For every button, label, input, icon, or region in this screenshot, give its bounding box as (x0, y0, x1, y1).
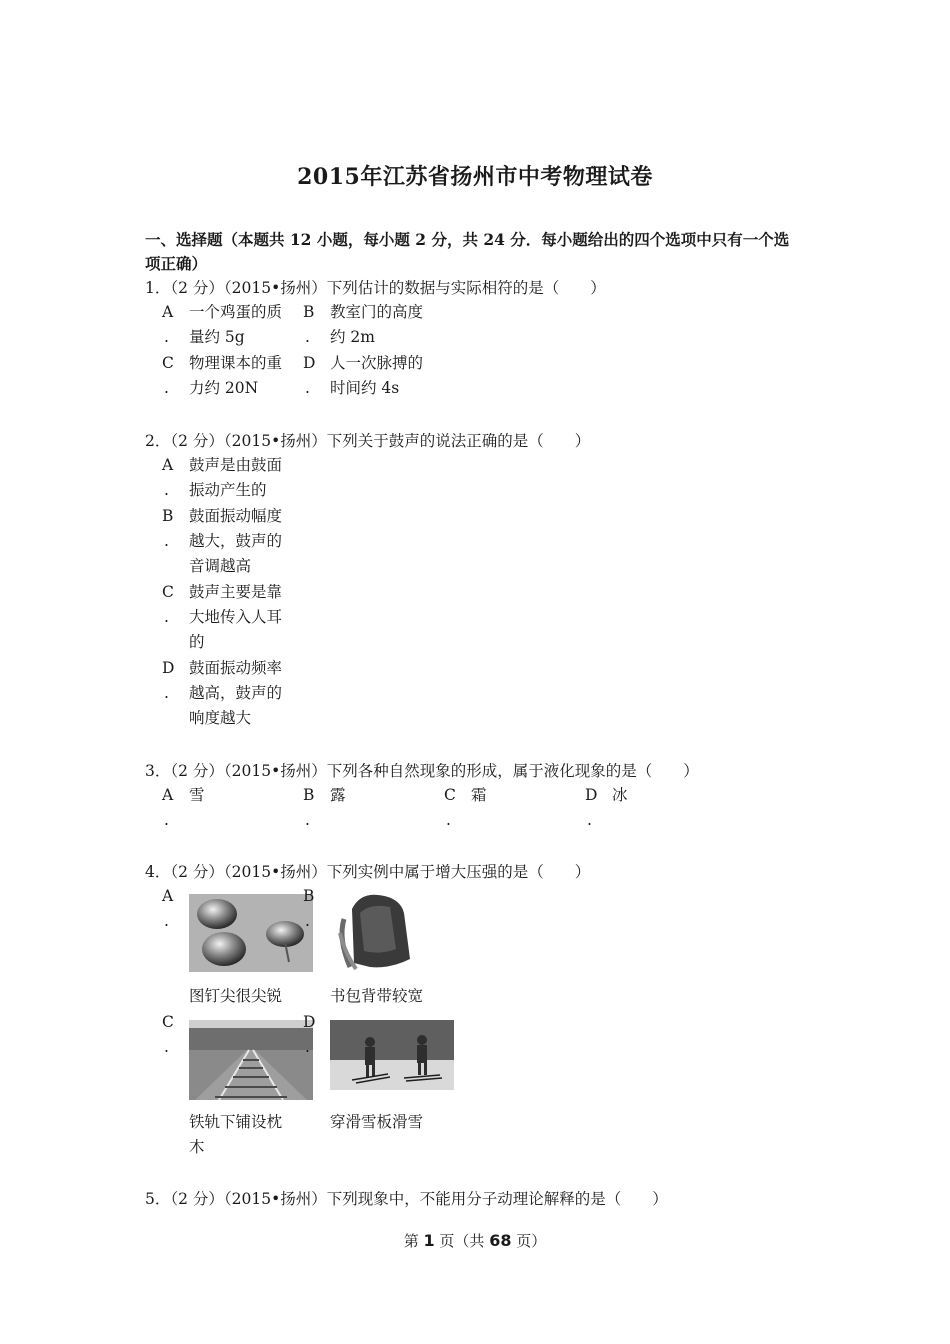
q1-option-b (330, 300, 423, 350)
q2-option-a-line: 振动产生的 (189, 481, 267, 499)
question-3-stem: 3．（2 分）（2015•扬州）下列各种自然现象的形成，属于液化现象的是（ ） (145, 762, 699, 780)
q1-option-c-dot: . (164, 379, 169, 397)
q3-option-b-letter: B (303, 786, 315, 804)
q4-option-b-letter: B (303, 887, 315, 905)
q2-option-d-letter: D (162, 659, 175, 677)
q2-option-c-line: 大地传入人耳 (189, 608, 283, 626)
q3-option-a: 雪 (189, 786, 205, 804)
page-title: 2015年江苏省扬州市中考物理试卷 (297, 164, 653, 190)
backpack-image (330, 889, 422, 975)
footer-prefix: 第 (403, 1232, 424, 1250)
q2-option-b-line: 越大，鼓声的 (189, 532, 283, 550)
question-2-stem: 2．（2 分）（2015•扬州）下列关于鼓声的说法正确的是（ ） (145, 432, 591, 450)
q2-option-b-letter: B (162, 507, 174, 525)
q1-option-b-letter: B (303, 303, 315, 321)
q2-option-b-line: 音调越高 (189, 557, 252, 575)
q2-option-a-line: 鼓声是由鼓面 (189, 456, 283, 474)
backpack-icon (330, 889, 422, 975)
q1-option-d-dot: . (305, 379, 310, 397)
footer-page-number: 1 (423, 1231, 435, 1250)
q2-option-c-letter: C (162, 583, 174, 601)
q4-option-c-line: 铁轨下铺设枕 (189, 1113, 283, 1131)
thumbtacks-icon (189, 894, 313, 972)
q2-option-d-dot: . (164, 684, 169, 702)
q4-option-b-dot: . (305, 912, 310, 930)
q1-option-a-dot: . (164, 328, 169, 346)
q2-option-d-line: 越高，鼓声的 (189, 684, 283, 702)
q2-option-c-dot: . (164, 608, 169, 626)
question-1-stem: 1．（2 分）（2015•扬州）下列估计的数据与实际相符的是（ ） (145, 279, 606, 297)
q1-option-d-line: 时间约 4s (330, 379, 400, 397)
q4-option-b-line: 书包背带较宽 (330, 987, 424, 1005)
q2-option-d-line: 鼓面振动频率 (189, 659, 283, 677)
q4-option-d (330, 1110, 423, 1135)
q3-option-a-dot: . (164, 811, 169, 829)
q1-option-b-dot: . (305, 328, 310, 346)
q1-option-d-letter: D (303, 354, 316, 372)
q2-option-b-line: 鼓面振动幅度 (189, 507, 283, 525)
q1-option-c-line: 物理课本的重 (189, 354, 283, 372)
footer-suffix: 页） (511, 1232, 547, 1250)
q1-option-a-line: 量约 5g (189, 328, 245, 346)
q2-option-d-line: 响度越大 (189, 709, 252, 727)
q1-option-b-line: 教室门的高度 (330, 303, 424, 321)
q4-option-c-dot: . (164, 1038, 169, 1056)
q3-option-d: 冰 (612, 786, 628, 804)
q3-option-b-dot: . (305, 811, 310, 829)
question-4-stem: 4．（2 分）（2015•扬州）下列实例中属于增大压强的是（ ） (145, 863, 591, 881)
q4-option-a-line: 图钉尖很尖锐 (189, 987, 283, 1005)
q1-option-c-line: 力约 20N (189, 379, 259, 397)
q1-option-d-line: 人一次脉搏的 (330, 354, 424, 372)
q2-option-a (189, 453, 282, 503)
q2-option-d (189, 656, 282, 731)
q2-option-c (189, 580, 282, 655)
q4-option-a-dot: . (164, 912, 169, 930)
q3-option-c-letter: C (444, 786, 456, 804)
q4-option-a-letter: A (162, 887, 174, 905)
q3-option-a-letter: A (162, 786, 174, 804)
q1-option-a (189, 300, 282, 350)
q1-option-c-letter: C (162, 354, 174, 372)
q1-option-d (330, 351, 423, 401)
q4-option-a (189, 984, 282, 1009)
question-5-stem: 5．（2 分）（2015•扬州）下列现象中，不能用分子动理论解释的是（ ） (145, 1190, 668, 1208)
q1-option-b-line: 约 2m (330, 328, 375, 346)
section-heading-line1: 一、选择题（本题共 12 小题，每小题 2 分，共 24 分．每小题给出的四个选项中只有一个选 (145, 230, 790, 249)
q4-option-d-dot: . (305, 1038, 310, 1056)
q4-option-c (189, 1110, 282, 1160)
q4-option-c-line: 木 (189, 1138, 205, 1156)
q3-option-d-dot: . (587, 811, 592, 829)
section-heading-line2: 项正确） (145, 254, 208, 273)
q2-option-b-dot: . (164, 532, 169, 550)
q4-option-c-letter: C (162, 1013, 174, 1031)
q2-option-a-letter: A (162, 456, 174, 474)
thumbtacks-image (189, 894, 313, 972)
footer-total-pages: 68 (489, 1231, 512, 1250)
q1-option-a-letter: A (162, 303, 174, 321)
q4-option-d-line: 穿滑雪板滑雪 (330, 1113, 424, 1131)
q2-option-c-line: 鼓声主要是靠 (189, 583, 283, 601)
q3-option-b: 露 (330, 786, 346, 804)
q3-option-d-letter: D (585, 786, 598, 804)
q2-option-a-dot: . (164, 481, 169, 499)
skiers-image (330, 1020, 454, 1090)
q3-option-c: 霜 (471, 786, 487, 804)
railway-track-image (189, 1020, 313, 1100)
q4-option-d-letter: D (303, 1013, 316, 1031)
skiers-icon (330, 1020, 454, 1090)
footer-mid: 页（共 (434, 1232, 490, 1250)
railway-track-icon (189, 1020, 313, 1100)
q2-option-c-line: 的 (189, 633, 205, 651)
q2-option-b (189, 504, 282, 579)
q1-option-c (189, 351, 282, 401)
q3-option-c-dot: . (446, 811, 451, 829)
page-footer (0, 1230, 950, 1251)
q4-option-b (330, 984, 423, 1009)
q1-option-a-line: 一个鸡蛋的质 (189, 303, 283, 321)
